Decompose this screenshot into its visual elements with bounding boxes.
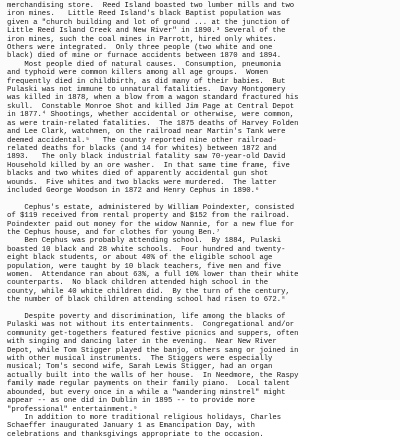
text-line: was killed in 1878, when a blow from a wagon standard fractured his bbox=[7, 94, 299, 103]
text-line: with other musical instruments. The Stiggers were especially bbox=[7, 355, 273, 364]
text-line: merchandising store. Reed Island boasted two lumber mills and two bbox=[7, 2, 295, 10]
text-line: deemed accidental.⁵ The county reported nine other railroad- bbox=[7, 136, 277, 145]
text-line: appear -- as one did in Dublin in 1895 -- to provide more bbox=[7, 397, 255, 406]
text-line: In addition to more traditional religious holidays, Charles bbox=[7, 413, 282, 422]
text-line: as were train-related fatalities. The 1875 deaths of Harvey Folden bbox=[7, 119, 299, 128]
text-line: iron mines, such the coal mines in Parrott, hired only whites. bbox=[7, 35, 277, 44]
text-line: population, were taught by 10 black teachers, five men and five bbox=[7, 262, 282, 271]
text-line: iron mines. Little Reed Island's black Baptist population was bbox=[7, 10, 282, 19]
text-line: Pulaski was not without its entertainments. Congregational and/or bbox=[7, 321, 295, 330]
text-line: Despite poverty and discrimination, life among the blacks of bbox=[7, 313, 286, 322]
text-line: the Cephus house, and for clothes for young Ben.⁷ bbox=[7, 228, 221, 237]
text-line: related deaths for blacks (and 14 for whites) between 1872 and bbox=[7, 144, 277, 153]
text-line: in 1877.⁴ Shootings, whether accidental or otherwise, were common, bbox=[7, 111, 295, 120]
text-line: Poindexter paid out money for the widow Nannie, for a new flue for bbox=[7, 220, 295, 229]
text-line: Most people died of natural causes. Consumption, pneumonia bbox=[7, 60, 282, 69]
text-line: "professional" entertainment.⁹ bbox=[7, 405, 138, 414]
text-line: county, while 40 white children did. By the turn of the century, bbox=[7, 287, 290, 296]
text-line: Cephus's estate, administered by William Poindexter, consisted bbox=[7, 203, 295, 212]
text-line: 1893. The only black industrial fatality saw 70-year-old David bbox=[7, 153, 286, 162]
text-line: abounded, but every once in a while a "wandering minstrel" might bbox=[7, 388, 286, 397]
text-line: Household killed by an ore washer. In that same time frame, five bbox=[7, 161, 290, 170]
text-line: Schaeffer inaugurated January 1 as Emancipation Day, with bbox=[7, 422, 255, 431]
text-line: actually built into the walls of her house. In Needmore, the Raspy bbox=[7, 371, 299, 380]
paragraph-gap bbox=[7, 305, 393, 313]
text-line: counterparts. No black children attended high school in the bbox=[7, 279, 269, 288]
text-line: community get-togethers featured festive picnics and suppers, often bbox=[7, 329, 299, 338]
text-line: musical; Tom's second wife, Sarah Lewis Stigger, had an organ bbox=[7, 363, 273, 372]
text-line: and typhoid were common killers among all age groups. Women bbox=[7, 69, 269, 78]
text-line: wounds. Five whites and two blacks were murdered. The latter bbox=[7, 178, 277, 187]
text-line: included George Woodson in 1872 and Henry Cephus in 1890.⁶ bbox=[7, 186, 260, 195]
text-line: celebrations and thanksgivings appropriate to the occasion. bbox=[7, 430, 264, 439]
text-line: skull. Constable Monroe Shot and killed Jim Page at Central Depot bbox=[7, 102, 295, 111]
text-line: of $119 received from rental property and $152 from the railroad. bbox=[7, 212, 290, 221]
text-line: black) died of mine or furnace accidents between 1870 and 1894. bbox=[7, 52, 282, 61]
text-line: boasted 10 black and 28 white schools. Four hundred and twenty- bbox=[7, 245, 286, 254]
document-body bbox=[7, 2, 393, 439]
text-line: eight black students, or about 40% of the eligible school age bbox=[7, 254, 273, 263]
text-line: the number of black children attending school had risen to 672.⁸ bbox=[7, 296, 286, 305]
text-line: family made regular payments on their family piano. Local talent bbox=[7, 380, 290, 389]
text-line: women. Attendance ran about 63%, a full 10% lower than their white bbox=[7, 271, 299, 279]
paragraph-gap bbox=[7, 195, 393, 203]
text-line: frequently died in childbirth, as did many of their babies. But bbox=[7, 77, 286, 86]
text-line: Little Reed Island Creek and New River" in 1890.³ Several of the bbox=[7, 27, 286, 36]
text-line: with singing and dancing later in the evening. Near New River bbox=[7, 338, 277, 347]
text-line: Depot, while Tom Stigger played the banjo, others sang or joined in bbox=[7, 346, 299, 355]
text-line: Ben Cephus was probably attending school. By 1884, Pulaski bbox=[7, 237, 282, 246]
text-line: Pulaski was not immune to unnatural fatalities. Davy Montgomery bbox=[7, 86, 286, 95]
text-line: and Lee Clark, watchmen, on the railroad near Martin's Tank were bbox=[7, 128, 286, 137]
text-line: given a "church building and lot of ground ... at the junction of bbox=[7, 18, 290, 27]
text-line: blacks and two whites died of apparently accidental gun shot bbox=[7, 170, 269, 179]
text-line: Others were integrated. Only three people (two white and one bbox=[7, 44, 273, 53]
